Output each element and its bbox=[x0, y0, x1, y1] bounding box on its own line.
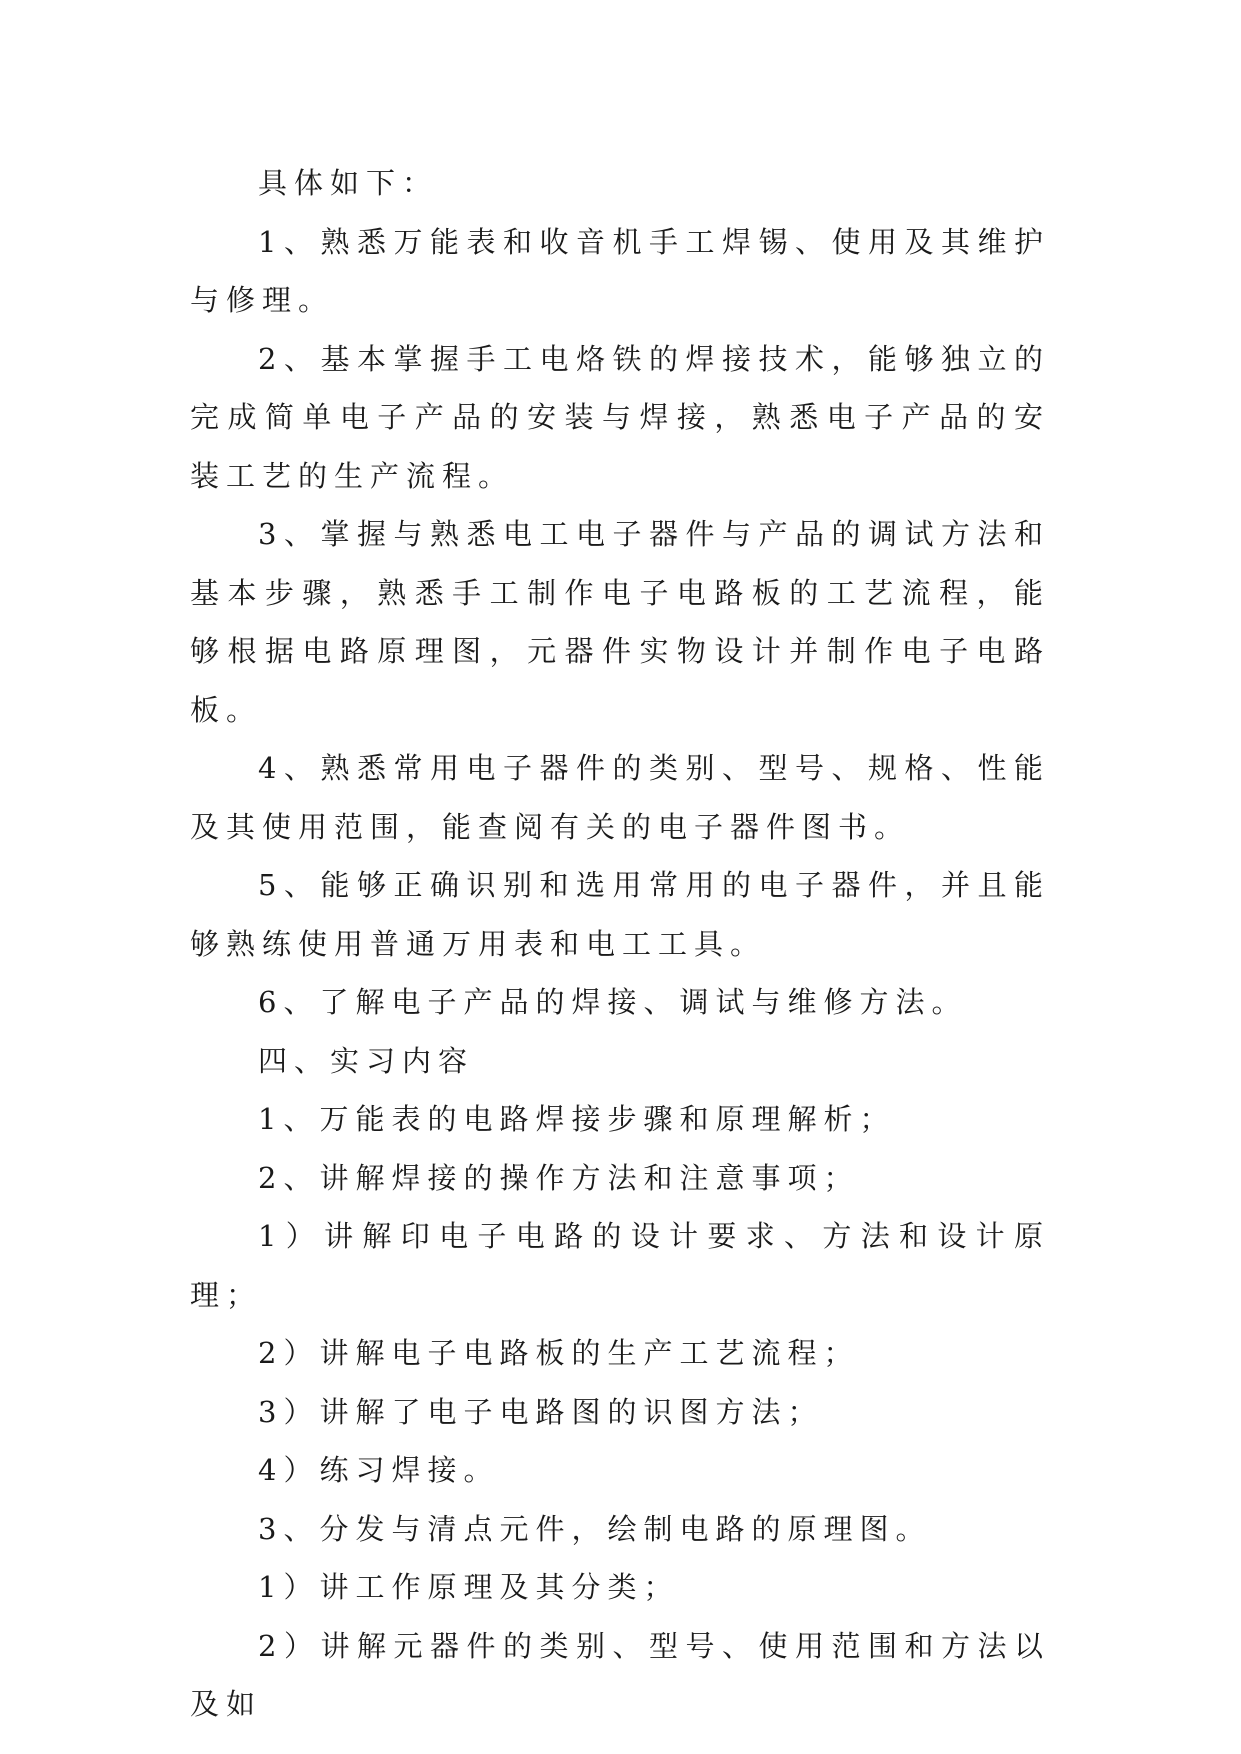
paragraph-content-2-2: 2）讲解电子电路板的生产工艺流程； bbox=[258, 1336, 860, 1370]
paragraph-content-3-2: 2）讲解元器件的类别、型号、使用范围和方法以及如 bbox=[190, 1628, 1050, 1721]
paragraph-content-3-1: 1）讲工作原理及其分类； bbox=[258, 1570, 680, 1604]
paragraph-content-3: 3、分发与清点元件，绘制电路的原理图。 bbox=[258, 1511, 932, 1546]
paragraph-content-2-3: 3）讲解了电子电路图的识图方法； bbox=[258, 1394, 824, 1429]
document-body bbox=[190, 154, 1050, 1734]
paragraph-goal-5: 5、能够正确识别和选用常用的电子器件，并且能够熟练使用普通万用表和电工工具。 bbox=[190, 868, 1050, 961]
paragraph-content-2-4: 4）练习焊接。 bbox=[258, 1453, 500, 1487]
section-heading: 四、实习内容 bbox=[258, 1043, 475, 1078]
paragraph-content-2-1: 1）讲解印电子电路的设计要求、方法和设计原理； bbox=[190, 1219, 1050, 1312]
paragraph-goal-4: 4、熟悉常用电子器件的类别、型号、规格、性能及其使用范围，能查阅有关的电子器件图书。 bbox=[190, 751, 1050, 844]
paragraph-goal-3: 3、掌握与熟悉电工电子器件与产品的调试方法和基本步骤，熟悉手工制作电子电路板的工艺流程，能够根据电路原理图，元器件实物设计并制作电子电路板。 bbox=[190, 517, 1050, 727]
paragraph-content-2: 2、讲解焊接的操作方法和注意事项； bbox=[258, 1160, 860, 1195]
paragraph-goal-6: 6、了解电子产品的焊接、调试与维修方法。 bbox=[258, 985, 968, 1019]
paragraph-goal-1: 1、熟悉万能表和收音机手工焊锡、使用及其维护与修理。 bbox=[190, 224, 1050, 317]
paragraph-intro: 具体如下： bbox=[258, 166, 439, 200]
paragraph-goal-2: 2、基本掌握手工电烙铁的焊接技术，能够独立的完成简单电子产品的安装与焊接，熟悉电子产品的安装工艺的生产流程。 bbox=[190, 341, 1050, 493]
paragraph-content-1: 1、万能表的电路焊接步骤和原理解析； bbox=[258, 1102, 896, 1136]
